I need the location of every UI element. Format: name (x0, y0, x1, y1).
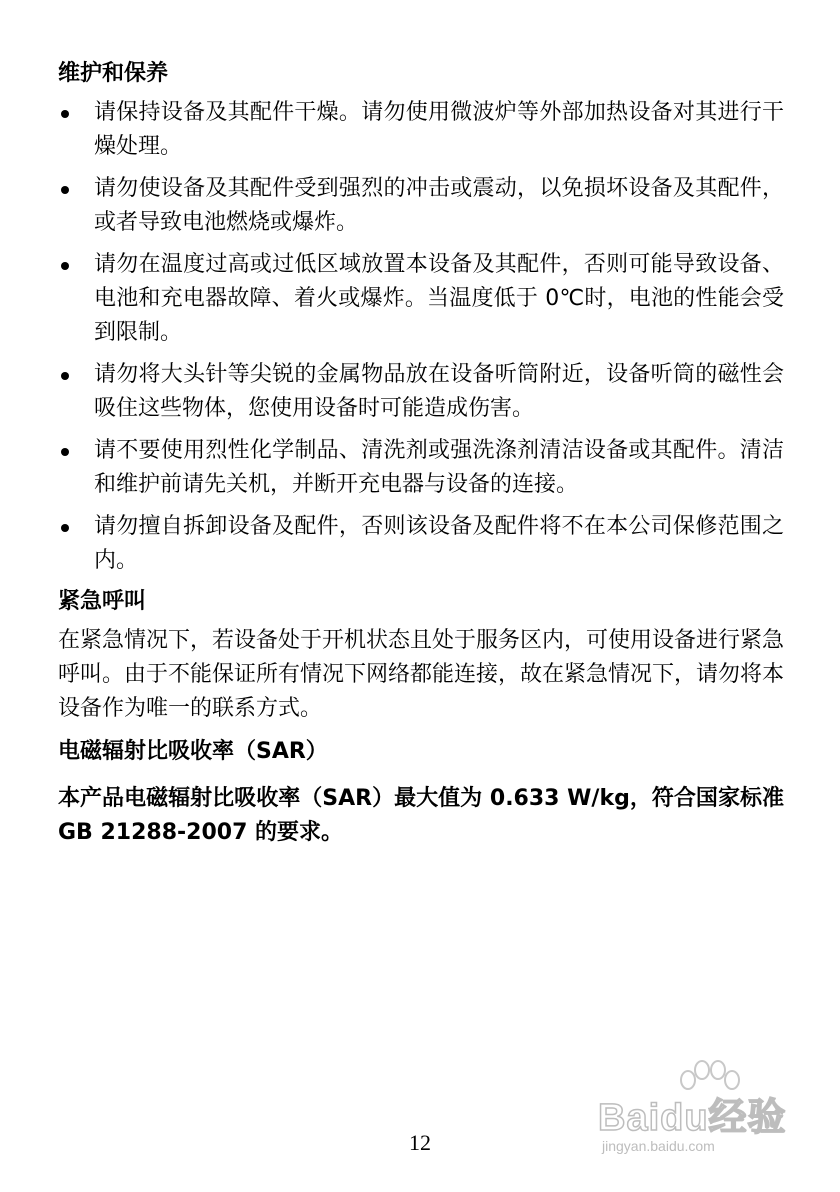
bullet-icon (61, 262, 69, 270)
list-item (58, 248, 784, 350)
sar-paragraph: 本产品电磁辐射比吸收率（SAR）最大值为 0.633 W/kg，符合国家标准 GB 21288-2007 的要求。 (58, 786, 784, 845)
watermark-url: jingyan.baidu.com (602, 1138, 715, 1154)
list-item (58, 434, 784, 502)
maintenance-list (58, 96, 784, 578)
bullet-icon (61, 524, 69, 532)
page-content (58, 58, 784, 850)
bullet-icon (61, 110, 69, 118)
list-item (58, 96, 784, 164)
list-item-text: 请不要使用烈性化学制品、清洗剂或强洗涤剂清洁设备或其配件。清洁和维护前请先关机，并断开充电器与设备的连接。 (94, 438, 784, 497)
emergency-heading: 紧急呼叫 (58, 589, 147, 614)
maintenance-heading: 维护和保养 (58, 61, 169, 86)
list-item (58, 172, 784, 240)
list-item-text: 请勿在温度过高或过低区域放置本设备及其配件，否则可能导致设备、电池和充电器故障、着火或爆炸。当温度低于 0℃时，电池的性能会受到限制。 (94, 252, 784, 345)
list-item-text: 请勿将大头针等尖锐的金属物品放在设备听筒附近，设备听筒的磁性会吸住这些物体，您使用设备时可能造成伤害。 (94, 362, 784, 421)
list-item (58, 510, 784, 578)
page-number: 12 (409, 1130, 431, 1155)
list-item (58, 358, 784, 426)
bullet-icon (61, 372, 69, 380)
list-item-text: 请保持设备及其配件干燥。请勿使用微波炉等外部加热设备对其进行干燥处理。 (94, 100, 784, 159)
list-item-text: 请勿擅自拆卸设备及配件，否则该设备及配件将不在本公司保修范围之内。 (94, 514, 784, 573)
watermark-logo-text: Baidu经验 (598, 1097, 787, 1139)
list-item-text: 请勿使设备及其配件受到强烈的冲击或震动，以免损坏设备及其配件，或者导致电池燃烧或爆炸。 (94, 176, 784, 235)
bullet-icon (61, 448, 69, 456)
sar-heading: 电磁辐射比吸收率（SAR） (58, 739, 328, 764)
bullet-icon (61, 186, 69, 194)
emergency-paragraph: 在紧急情况下，若设备处于开机状态且处于服务区内，可使用设备进行紧急呼叫。由于不能保证所有情况下网络都能连接，故在紧急情况下，请勿将本设备作为唯一的联系方式。 (58, 628, 785, 721)
baidu-watermark (590, 1058, 790, 1168)
